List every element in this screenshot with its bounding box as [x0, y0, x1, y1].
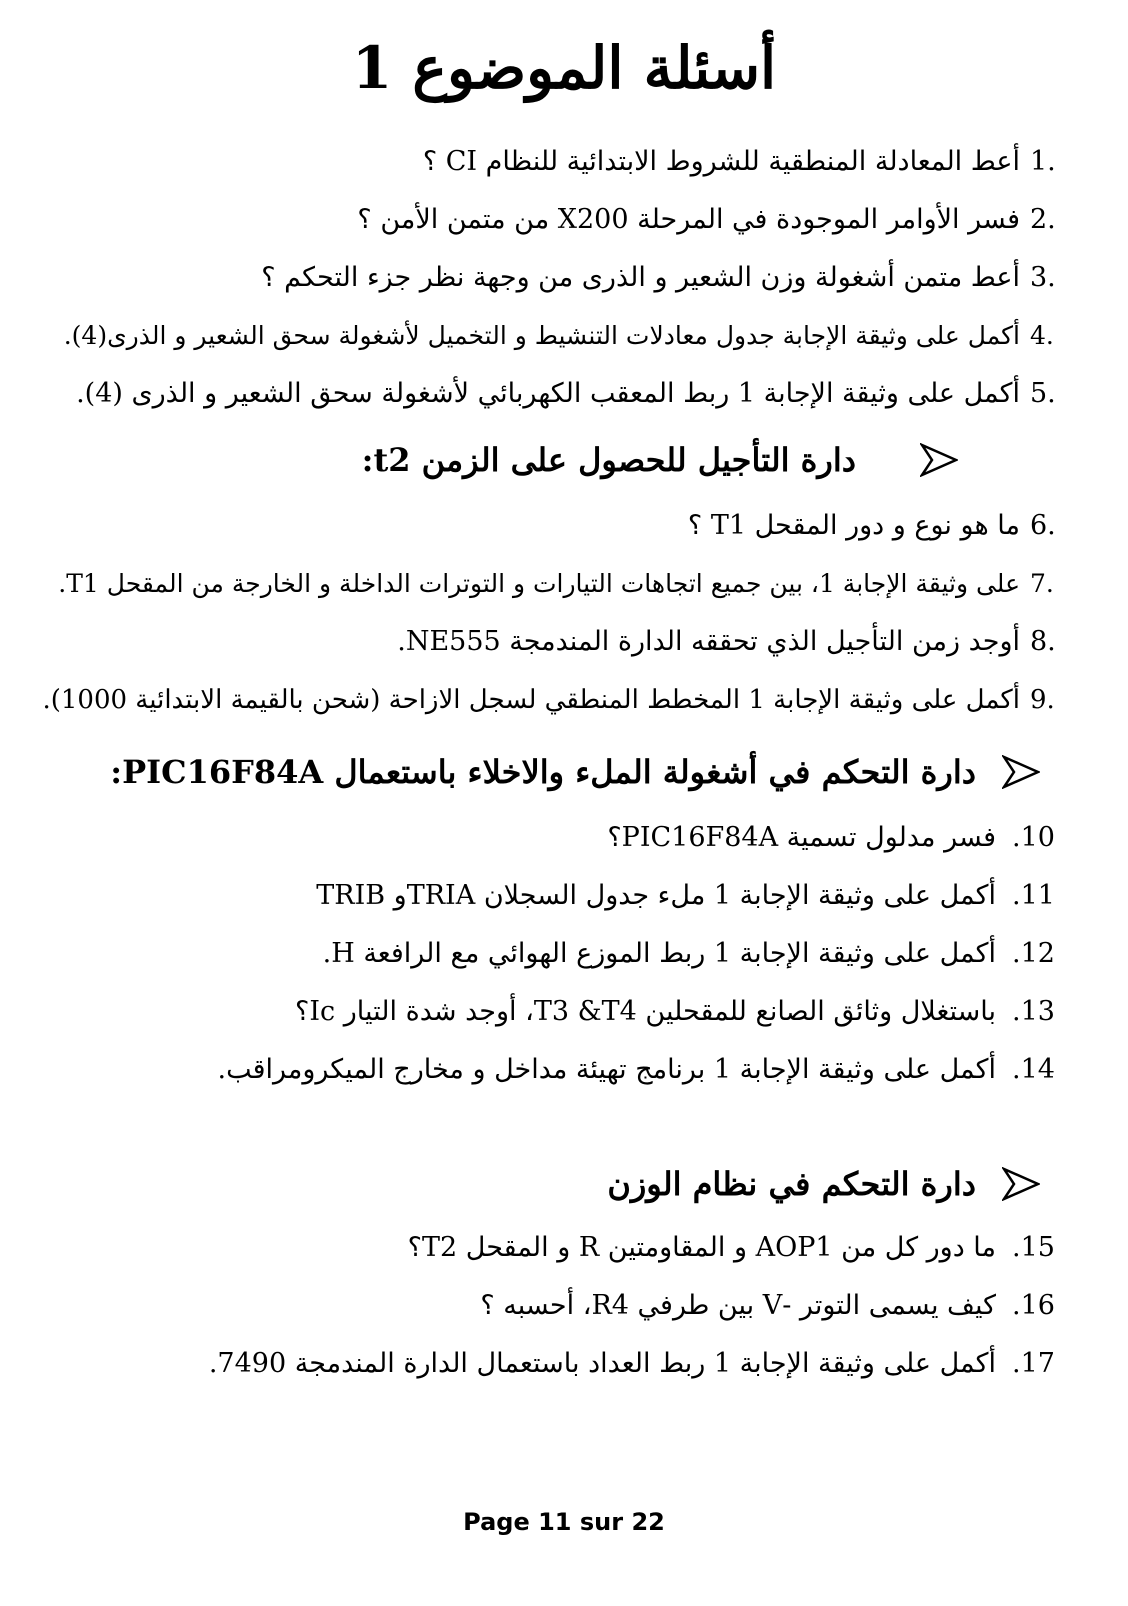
question-text: باستغلال وثائق الصانع للمقحلين T3 &T4، أوجد شدة التيار Ic؟ — [295, 996, 996, 1027]
page-footer — [0, 1508, 1128, 1536]
section-heading-pic — [110, 748, 1040, 796]
question-text: ما دور كل من AOP1 و المقاومتين R و المقحل T2؟ — [407, 1232, 996, 1263]
section-heading-delay — [362, 436, 958, 484]
question-number: .17 — [1012, 1348, 1055, 1379]
section-title: دارة التحكم في نظام الوزن — [607, 1165, 976, 1203]
question-1 — [423, 142, 1058, 182]
question-text: أكمل على وثيقة الإجابة 1 ملء جدول السجلان TRIAو TRIB — [316, 880, 996, 911]
question-number: .13 — [1012, 996, 1055, 1027]
question-11 — [316, 876, 1058, 916]
question-number: 7. — [1030, 569, 1054, 598]
question-number: 4. — [1030, 321, 1054, 350]
question-6 — [688, 506, 1058, 546]
question-14 — [218, 1050, 1059, 1090]
page-title: أسئلة الموضوع 1 — [351, 34, 777, 102]
question-number: .10 — [1012, 822, 1055, 853]
question-2 — [357, 200, 1058, 240]
question-16 — [480, 1286, 1058, 1326]
question-number: .16 — [1012, 1290, 1055, 1321]
footer-total-pages: 22 — [631, 1508, 665, 1536]
question-number: 8. — [1030, 626, 1056, 657]
question-number: 9. — [1030, 685, 1055, 715]
question-10 — [607, 818, 1058, 858]
question-text: أعط المعادلة المنطقية للشروط الابتدائية للنظام CI ؟ — [422, 146, 1020, 177]
question-text: أكمل على وثيقة الإجابة 1 ربط الموزع الهوائي مع الرافعة H. — [322, 938, 996, 969]
footer-prefix: Page — [463, 1508, 539, 1536]
question-text: أكمل على وثيقة الإجابة 1 المخطط المنطقي لسجل الازاحة (شحن بالقيمة الابتدائية 1000). — [42, 685, 1020, 715]
question-number: 3. — [1030, 262, 1056, 293]
question-text: أكمل على وثيقة الإجابة 1 ربط العداد باستعمال الدارة المندمجة 7490. — [208, 1348, 996, 1379]
question-17 — [209, 1344, 1058, 1384]
question-3 — [261, 258, 1058, 298]
arrow-right-icon — [1002, 755, 1040, 789]
footer-current-page: 11 — [538, 1508, 572, 1536]
arrow-right-icon — [1002, 1167, 1040, 1201]
section-title: دارة التأجيل للحصول على الزمن t2: — [361, 441, 856, 479]
question-number: 1. — [1030, 146, 1056, 177]
question-number: 2. — [1030, 204, 1056, 235]
question-number: .11 — [1012, 880, 1055, 911]
question-8 — [397, 622, 1058, 662]
footer-middle: sur — [571, 1508, 632, 1536]
question-text: ما هو نوع و دور المقحل T1 ؟ — [687, 510, 1020, 541]
question-text: أكمل على وثيقة الإجابة 1 ربط المعقب الكهربائي لأشغولة سحق الشعير و الذرى (4). — [76, 378, 1020, 409]
question-9 — [42, 680, 1058, 720]
question-number: .14 — [1012, 1054, 1055, 1085]
arrow-right-icon — [920, 443, 958, 477]
section-heading-weighing — [607, 1160, 1040, 1208]
question-number: 6. — [1030, 510, 1056, 541]
question-13 — [295, 992, 1058, 1032]
question-text: فسر الأوامر الموجودة في المرحلة X200 من متمن الأمن ؟ — [357, 204, 1020, 235]
question-number: .15 — [1012, 1232, 1055, 1263]
section-title: دارة التحكم في أشغولة الملء والاخلاء باستعمال PIC16F84A: — [110, 753, 976, 791]
question-text: كيف يسمى التوتر -V بين طرفي R4، أحسبه ؟ — [480, 1290, 996, 1321]
question-text: على وثيقة الإجابة 1، بين جميع اتجاهات التيارات و التوترات الداخلة و الخارجة من المقحل T1. — [58, 569, 1020, 598]
question-number: 5. — [1030, 378, 1056, 409]
question-text: أكمل على وثيقة الإجابة جدول معادلات التنشيط و التخميل لأشغولة سحق الشعير و الذرى(4). — [63, 321, 1020, 350]
question-text: أعط متمن أشغولة وزن الشعير و الذرى من وجهة نظر جزء التحكم ؟ — [261, 262, 1020, 293]
question-12 — [323, 934, 1058, 974]
question-7 — [58, 564, 1058, 604]
question-4 — [64, 316, 1058, 356]
question-5 — [76, 374, 1058, 414]
question-number: .12 — [1012, 938, 1055, 969]
question-text: أكمل على وثيقة الإجابة 1 برنامج تهيئة مداخل و مخارج الميكرومراقب. — [217, 1054, 996, 1085]
question-text: أوجد زمن التأجيل الذي تحققه الدارة المندمجة NE555. — [397, 626, 1020, 657]
question-15 — [408, 1228, 1058, 1268]
question-text: فسر مدلول تسمية PIC16F84A؟ — [607, 822, 996, 853]
